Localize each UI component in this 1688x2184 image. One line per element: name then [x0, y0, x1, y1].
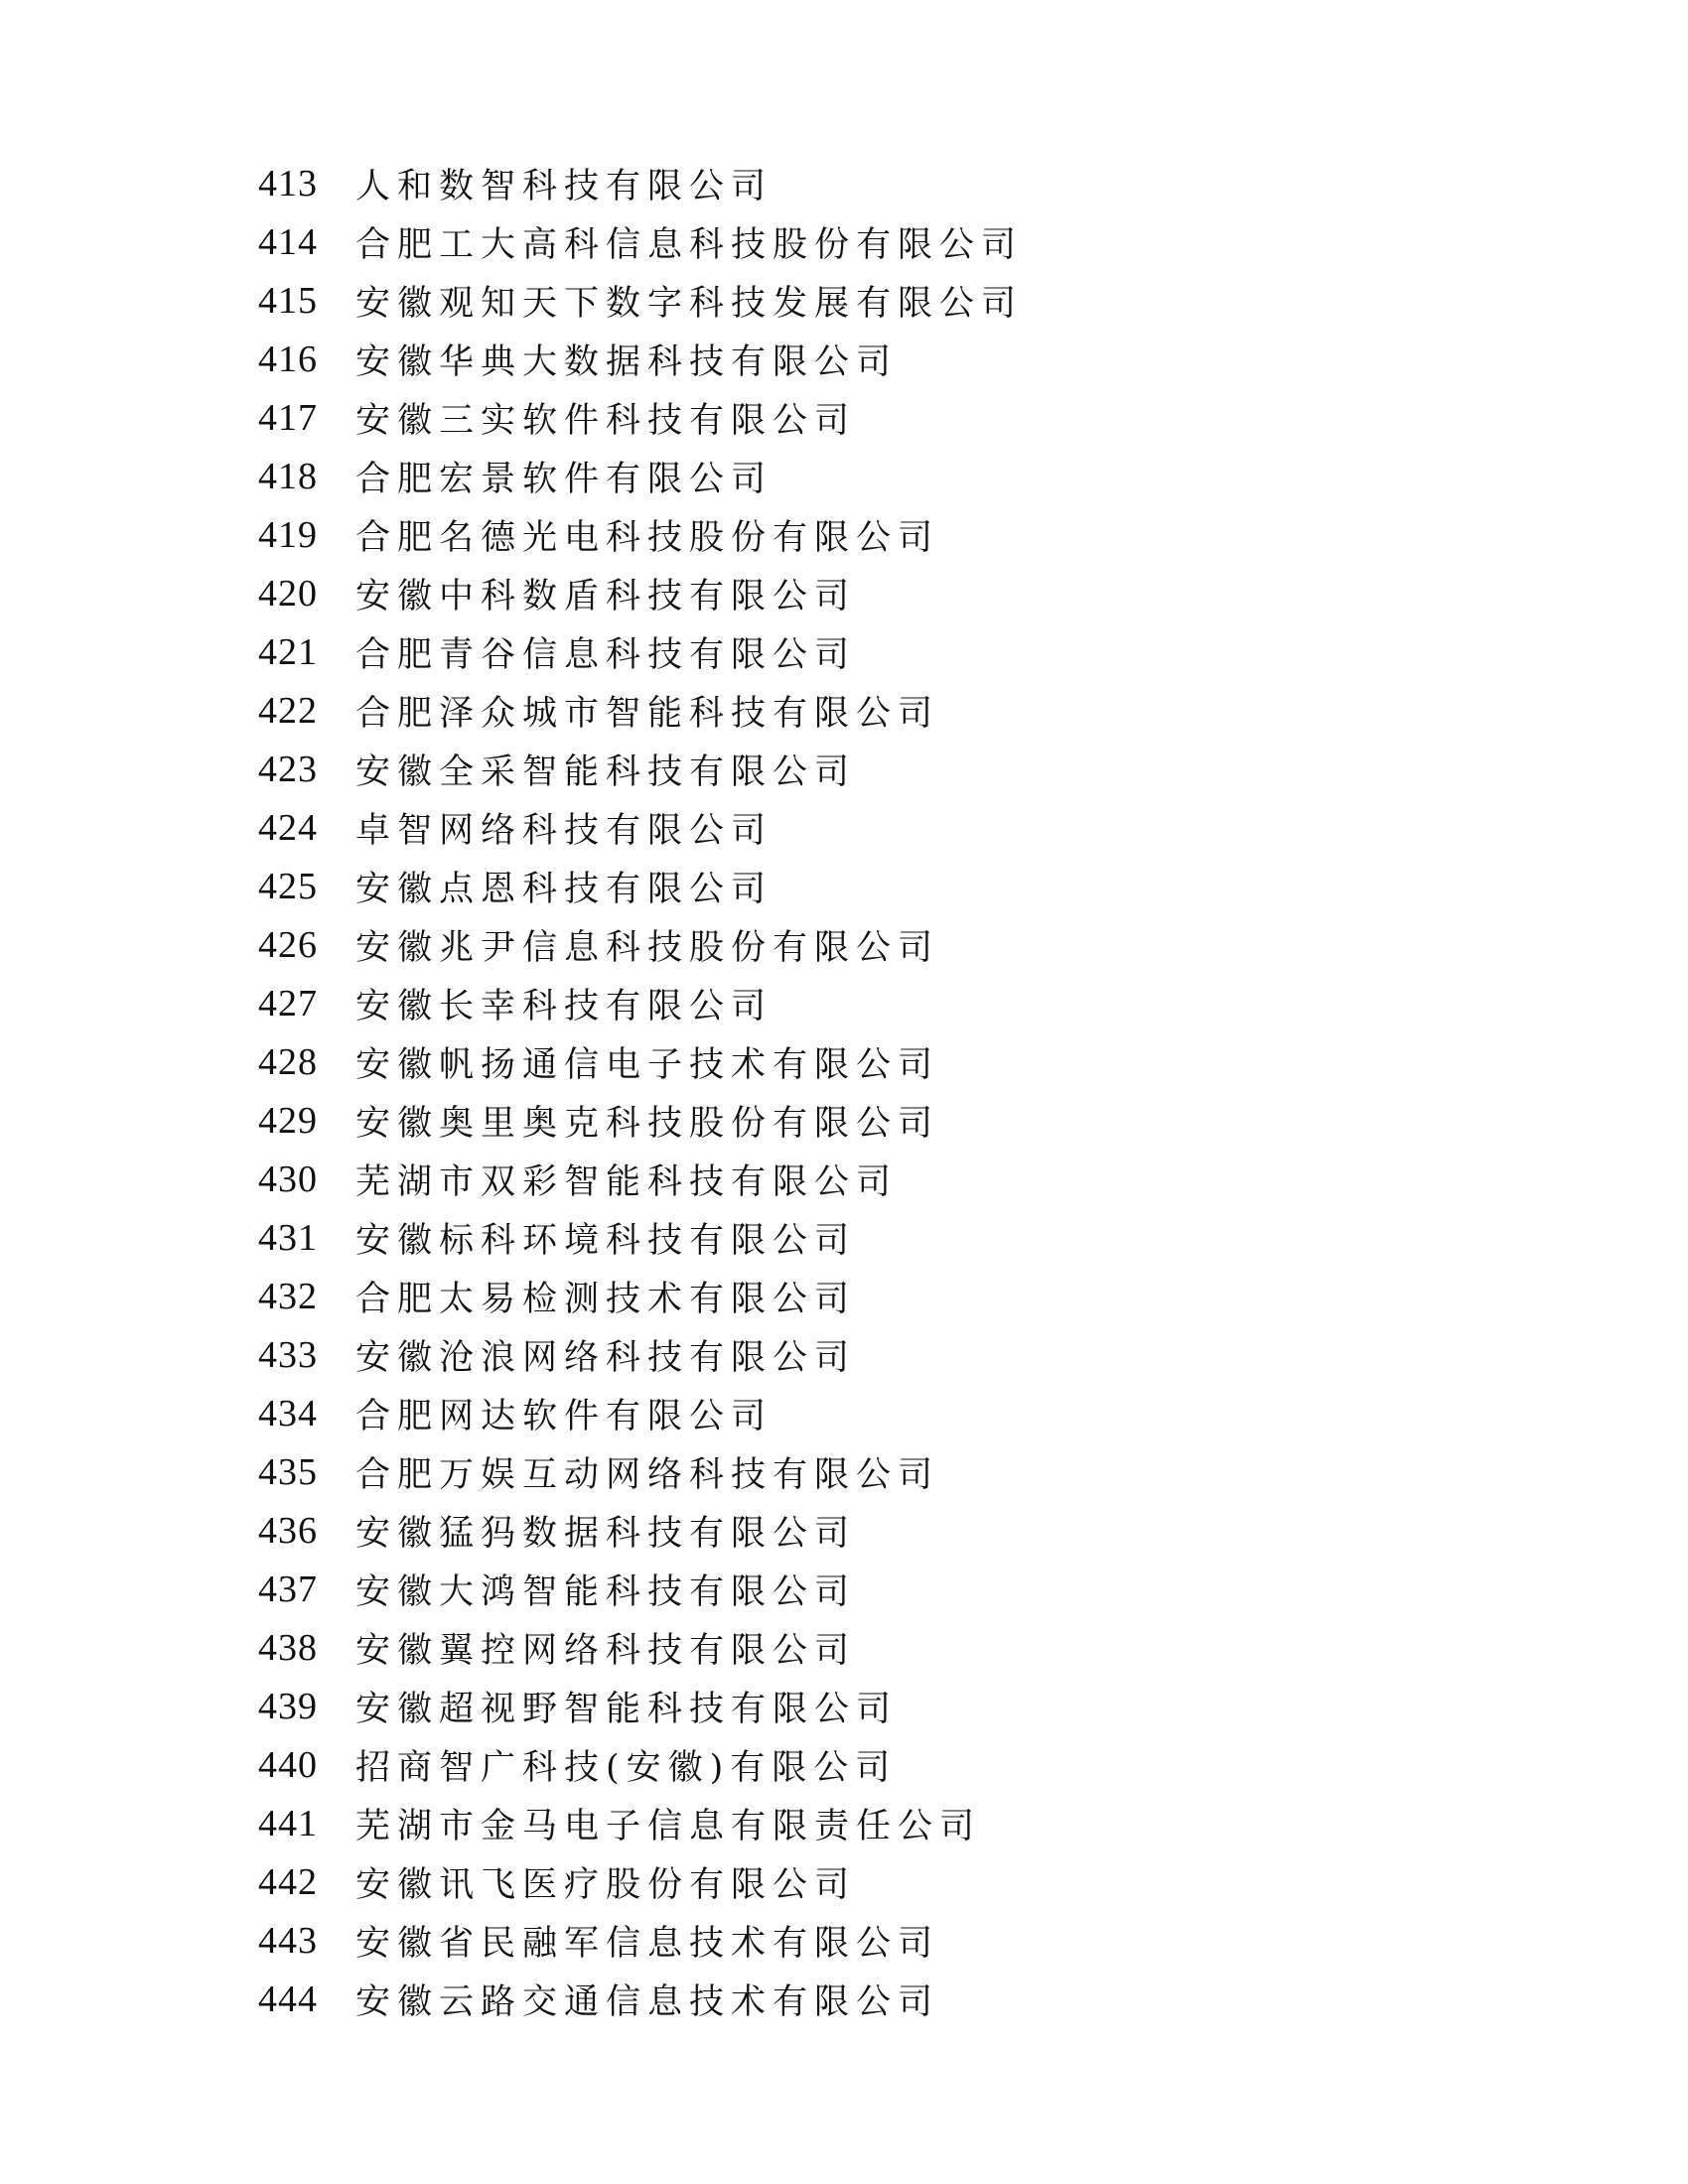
list-item: [258, 798, 1023, 857]
company-name: 安徽点恩科技有限公司: [355, 869, 774, 909]
item-number: 438: [258, 1626, 318, 1669]
list-item: [258, 740, 1023, 798]
list-item: [258, 1267, 1023, 1325]
company-name: 人和数智科技有限公司: [355, 166, 774, 206]
company-name: 安徽大鸿智能科技有限公司: [355, 1571, 857, 1612]
list-item: [258, 1442, 1023, 1501]
company-name: 安徽沧浪网络科技有限公司: [355, 1337, 857, 1378]
company-name: 安徽帆扬通信电子技术有限公司: [355, 1044, 940, 1085]
list-item: [258, 915, 1023, 974]
company-name: 合肥网达软件有限公司: [355, 1396, 774, 1436]
list-item: [258, 271, 1023, 330]
item-number: 441: [258, 1802, 318, 1844]
list-item: [258, 1032, 1023, 1091]
company-name: 安徽猛犸数据科技有限公司: [355, 1513, 857, 1554]
item-number: 439: [258, 1685, 318, 1727]
item-number: 433: [258, 1333, 318, 1376]
item-number: 426: [258, 923, 318, 966]
company-name: 合肥泽众城市智能科技有限公司: [355, 693, 940, 734]
list-item: [258, 1325, 1023, 1384]
list-item: [258, 212, 1023, 271]
item-number: 425: [258, 865, 318, 907]
list-item: [258, 154, 1023, 212]
item-number: 440: [258, 1743, 318, 1786]
list-item: [258, 1677, 1023, 1735]
list-item: [258, 330, 1023, 388]
company-name: 安徽省民融军信息技术有限公司: [355, 1923, 940, 1964]
list-item: [258, 1501, 1023, 1560]
item-number: 434: [258, 1392, 318, 1434]
item-number: 419: [258, 513, 318, 556]
list-item: [258, 681, 1023, 740]
item-number: 444: [258, 1978, 318, 2020]
item-number: 414: [258, 220, 318, 263]
company-name: 安徽全采智能科技有限公司: [355, 751, 857, 792]
item-number: 431: [258, 1216, 318, 1259]
list-item: [258, 388, 1023, 447]
list-item: [258, 1560, 1023, 1618]
company-name: 安徽奥里奥克科技股份有限公司: [355, 1103, 940, 1144]
item-number: 435: [258, 1450, 318, 1493]
list-item: [258, 1208, 1023, 1267]
item-number: 432: [258, 1275, 318, 1317]
company-name: 合肥工大高科信息科技股份有限公司: [355, 224, 1024, 265]
item-number: 413: [258, 162, 318, 205]
item-number: 443: [258, 1919, 318, 1962]
item-number: 421: [258, 630, 318, 673]
company-name: 安徽华典大数据科技有限公司: [355, 341, 899, 382]
list-item: [258, 447, 1023, 505]
company-name: 安徽中科数盾科技有限公司: [355, 576, 857, 616]
company-name: 安徽翼控网络科技有限公司: [355, 1630, 857, 1671]
list-item: [258, 1852, 1023, 1911]
list-item: [258, 1794, 1023, 1852]
list-item: [258, 974, 1023, 1032]
company-name: 芜湖市金马电子信息有限责任公司: [355, 1806, 982, 1846]
company-name: 芜湖市双彩智能科技有限公司: [355, 1161, 899, 1202]
list-item: [258, 1911, 1023, 1970]
company-name: 合肥青谷信息科技有限公司: [355, 634, 857, 675]
item-number: 422: [258, 689, 318, 732]
company-name: 安徽讯飞医疗股份有限公司: [355, 1864, 857, 1905]
item-number: 424: [258, 806, 318, 849]
list-item: [258, 1091, 1023, 1150]
company-name: 合肥太易检测技术有限公司: [355, 1279, 857, 1319]
company-name: 安徽兆尹信息科技股份有限公司: [355, 927, 940, 968]
item-number: 436: [258, 1509, 318, 1552]
list-item: [258, 1384, 1023, 1442]
company-name: 安徽观知天下数字科技发展有限公司: [355, 283, 1024, 324]
company-name: 安徽云路交通信息技术有限公司: [355, 1981, 940, 2022]
item-number: 442: [258, 1860, 318, 1903]
item-number: 427: [258, 982, 318, 1024]
item-number: 420: [258, 572, 318, 614]
list-item: [258, 1618, 1023, 1677]
item-number: 429: [258, 1099, 318, 1142]
company-name: 合肥万娱互动网络科技有限公司: [355, 1454, 940, 1495]
list-item: [258, 1735, 1023, 1794]
company-list: [258, 154, 1023, 2028]
item-number: 418: [258, 455, 318, 497]
item-number: 428: [258, 1040, 318, 1083]
list-item: [258, 622, 1023, 681]
list-item: [258, 505, 1023, 564]
company-name: 合肥名德光电科技股份有限公司: [355, 517, 940, 558]
item-number: 423: [258, 748, 318, 790]
list-item: [258, 857, 1023, 915]
company-name: 安徽三实软件科技有限公司: [355, 400, 857, 441]
company-name: 合肥宏景软件有限公司: [355, 459, 774, 499]
item-number: 430: [258, 1158, 318, 1200]
item-number: 417: [258, 396, 318, 439]
company-name: 安徽超视野智能科技有限公司: [355, 1689, 899, 1729]
list-item: [258, 1970, 1023, 2028]
item-number: 437: [258, 1568, 318, 1610]
company-name: 安徽标科环境科技有限公司: [355, 1220, 857, 1261]
company-name: 安徽长幸科技有限公司: [355, 986, 774, 1026]
company-name: 招商智广科技(安徽)有限公司: [355, 1747, 898, 1788]
item-number: 416: [258, 338, 318, 380]
company-name: 卓智网络科技有限公司: [355, 810, 774, 851]
item-number: 415: [258, 279, 318, 322]
list-item: [258, 564, 1023, 622]
list-item: [258, 1150, 1023, 1208]
